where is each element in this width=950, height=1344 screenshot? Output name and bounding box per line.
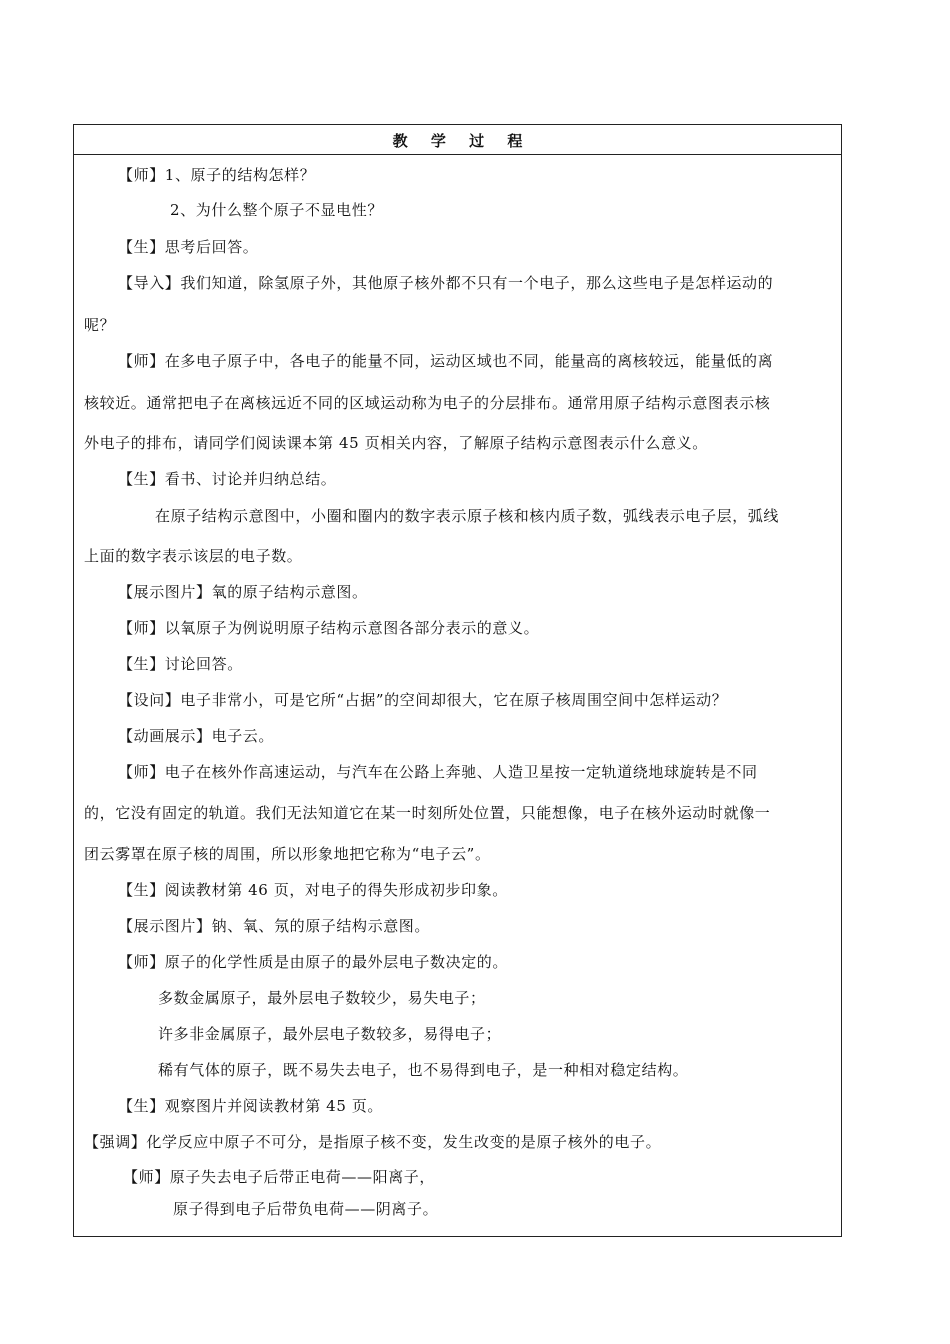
text-line: 【师】原子的化学性质是由原子的最外层电子数决定的。 [118, 953, 509, 971]
text-line: 的，它没有固定的轨道。我们无法知道它在某一时刻所处位置，只能想像，电子在核外运动时就像一 [84, 804, 771, 822]
text-line: 【生】阅读教材第 46 页，对电子的得失形成初步印象。 [118, 881, 508, 899]
text-line: 【师】电子在核外作高速运动，与汽车在公路上奔驰、人造卫星按一定轨道绕地球旋转是不同 [118, 763, 758, 781]
text-line: 呢？ [84, 316, 116, 334]
text-line: 2、为什么整个原子不显电性？ [170, 201, 383, 219]
text-line: 多数金属原子，最外层电子数较少，易失电子； [158, 989, 486, 1007]
text-line: 外电子的排布，请同学们阅读课本第 45 页相关内容，了解原子结构示意图表示什么意义。 [84, 434, 708, 452]
text-line: 【展示图片】氧的原子结构示意图。 [118, 583, 368, 601]
text-line: 【展示图片】钠、氧、氖的原子结构示意图。 [118, 917, 431, 935]
text-line: 【师】以氧原子为例说明原子结构示意图各部分表示的意义。 [118, 619, 540, 637]
table-header-row [74, 125, 841, 155]
text-line: 核较近。通常把电子在离核远近不同的区域运动称为电子的分层排布。通常用原子结构示意图表示核 [84, 394, 771, 412]
text-line: 【动画展示】电子云。 [118, 727, 275, 745]
text-line: 【生】观察图片并阅读教材第 45 页。 [118, 1097, 384, 1115]
table-header-title: 教 学 过 程 [392, 132, 532, 150]
text-line: 【师】在多电子原子中，各电子的能量不同，运动区域也不同，能量高的离核较远，能量低的离 [118, 352, 774, 370]
text-line: 【生】讨论回答。 [118, 655, 243, 673]
text-line: 【强调】化学反应中原子不可分，是指原子核不变，发生改变的是原子核外的电子。 [84, 1133, 662, 1151]
text-line: 上面的数字表示该层的电子数。 [84, 547, 303, 565]
text-line: 【导入】我们知道，除氢原子外，其他原子核外都不只有一个电子，那么这些电子是怎样运动的 [118, 274, 774, 292]
text-line: 许多非金属原子，最外层电子数较多，易得电子； [158, 1025, 502, 1043]
text-line: 在原子结构示意图中，小圈和圈内的数字表示原子核和核内质子数，弧线表示电子层，弧线 [155, 507, 780, 525]
text-line: 【设问】电子非常小，可是它所“占据”的空间却很大，它在原子核周围空间中怎样运动？ [118, 691, 728, 709]
text-line: 【生】看书、讨论并归纳总结。 [118, 470, 337, 488]
text-line: 团云雾罩在原子核的周围，所以形象地把它称为“电子云”。 [84, 845, 491, 863]
text-line: 【师】原子失去电子后带正电荷——阳离子， [123, 1168, 436, 1186]
text-line: 【师】1、原子的结构怎样？ [118, 166, 316, 184]
text-line: 原子得到电子后带负电荷——阴离子。 [173, 1200, 439, 1218]
text-line: 【生】思考后回答。 [118, 238, 259, 256]
text-line: 稀有气体的原子，既不易失去电子，也不易得到电子，是一种相对稳定结构。 [158, 1061, 689, 1079]
